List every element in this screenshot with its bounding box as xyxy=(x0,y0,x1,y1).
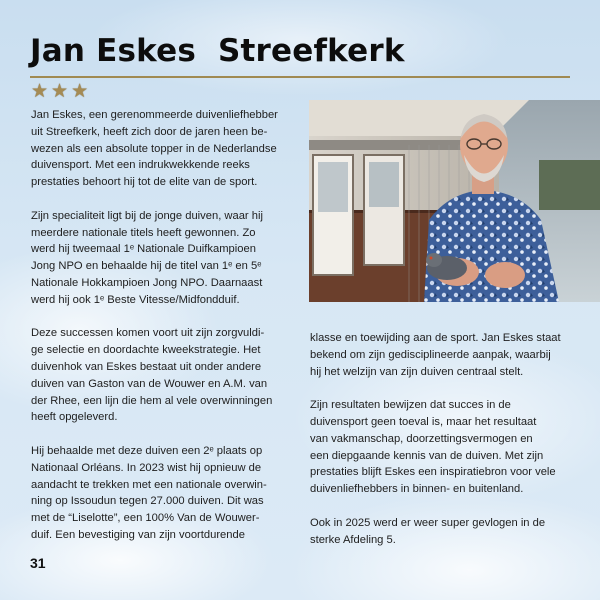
rating-stars: ★★★ xyxy=(31,81,92,102)
paragraph xyxy=(31,107,301,191)
text-line: duif. Een bevestiging van zijn voortdurende xyxy=(31,528,245,541)
paragraph xyxy=(310,515,572,549)
text-line: hij het welzijn van zijn duiven centraal stelt. xyxy=(310,365,524,378)
text-line: Nationale Hokkampioen Jong NPO. Daarnaast xyxy=(31,276,263,289)
text-line: Jong NPO en behaalde hij de titel van 1ᵉ en 5ᵉ xyxy=(31,260,262,273)
right-text-column xyxy=(310,330,572,548)
text-line: met de “Liselotte”, een 100% Van de Wouwer- xyxy=(31,512,260,525)
text-line: Zijn specialiteit ligt bij de jonge duiven, waar hij xyxy=(31,209,263,222)
text-line: een diepgaande kennis van de duiven. Met zijn xyxy=(310,449,544,462)
text-line: duivenhok van Eskes bestaat uit onder andere xyxy=(31,360,262,373)
text-line: klasse en toewijding aan de sport. Jan Eskes staat xyxy=(310,332,561,344)
text-line: ning op Issoudun tegen 27.000 duiven. Dit was xyxy=(31,495,264,508)
text-line: duivenliefhebbers in binnen- en buitenland. xyxy=(310,483,524,496)
text-line: der Rhee, een lijn die hem al vele overwinningen xyxy=(31,394,273,407)
text-line: heeft opgeleverd. xyxy=(31,411,118,424)
text-line: prestaties blijft Eskes een inspiratiebron voor vele xyxy=(310,466,556,479)
text-line: prestaties behoort hij tot de elite van de sport. xyxy=(31,176,258,189)
page-number: 31 xyxy=(30,555,46,571)
text-line: Nationaal Orléans. In 2023 wist hij opnieuw de xyxy=(31,461,262,474)
text-line: van vakmanschap, doorzettingsvermogen en xyxy=(310,432,533,445)
left-text-column xyxy=(31,107,301,544)
paragraph xyxy=(310,330,572,380)
text-line: Hij behaalde met deze duiven een 2ᵉ plaats op xyxy=(31,444,263,457)
text-line: aandacht te trekken met een nationale overwin- xyxy=(31,478,267,491)
paragraph xyxy=(31,208,301,309)
text-line: Deze successen komen voort uit zijn zorgvuldi- xyxy=(31,327,265,340)
title-divider xyxy=(30,76,570,78)
text-line: sterke Afdeling 5. xyxy=(310,533,396,546)
breeder-photo xyxy=(309,100,600,302)
text-line: ge selectie en doordachte kweekstrategie. Het xyxy=(31,344,261,357)
text-line: Jan Eskes, een gerenommeerde duivenliefhebber xyxy=(31,109,278,121)
text-line: wezen als een absolute topper in de Nederlandse xyxy=(31,142,277,155)
text-line: Zijn resultaten bewijzen dat succes in de xyxy=(310,399,511,412)
text-line: uit Streefkerk, heeft zich door de jaren heen be- xyxy=(31,125,268,138)
text-line: duiven van Gaston van de Wouwer en A.M. van xyxy=(31,377,268,390)
text-line: duivensport geen toeval is, maar het resultaat xyxy=(310,415,537,428)
text-line: Ook in 2025 werd er weer super gevlogen in de xyxy=(310,516,546,529)
text-line: meerdere nationale titels heeft gewonnen. Zo xyxy=(31,226,256,239)
text-line: duivensport. Met een indrukwekkende reeks xyxy=(31,159,250,172)
article-title: Jan Eskes Streefkerk xyxy=(30,33,405,69)
paragraph xyxy=(31,443,301,544)
paragraph xyxy=(310,397,572,498)
text-line: werd hij tweemaal 1ᵉ Nationale Duifkampioen xyxy=(31,243,256,256)
text-line: werd hij ook 1ᵉ Beste Vitesse/Midfondduif. xyxy=(31,293,240,306)
text-line: bekend om zijn gedisciplineerde aanpak, waarbij xyxy=(310,348,551,361)
paragraph xyxy=(31,325,301,426)
